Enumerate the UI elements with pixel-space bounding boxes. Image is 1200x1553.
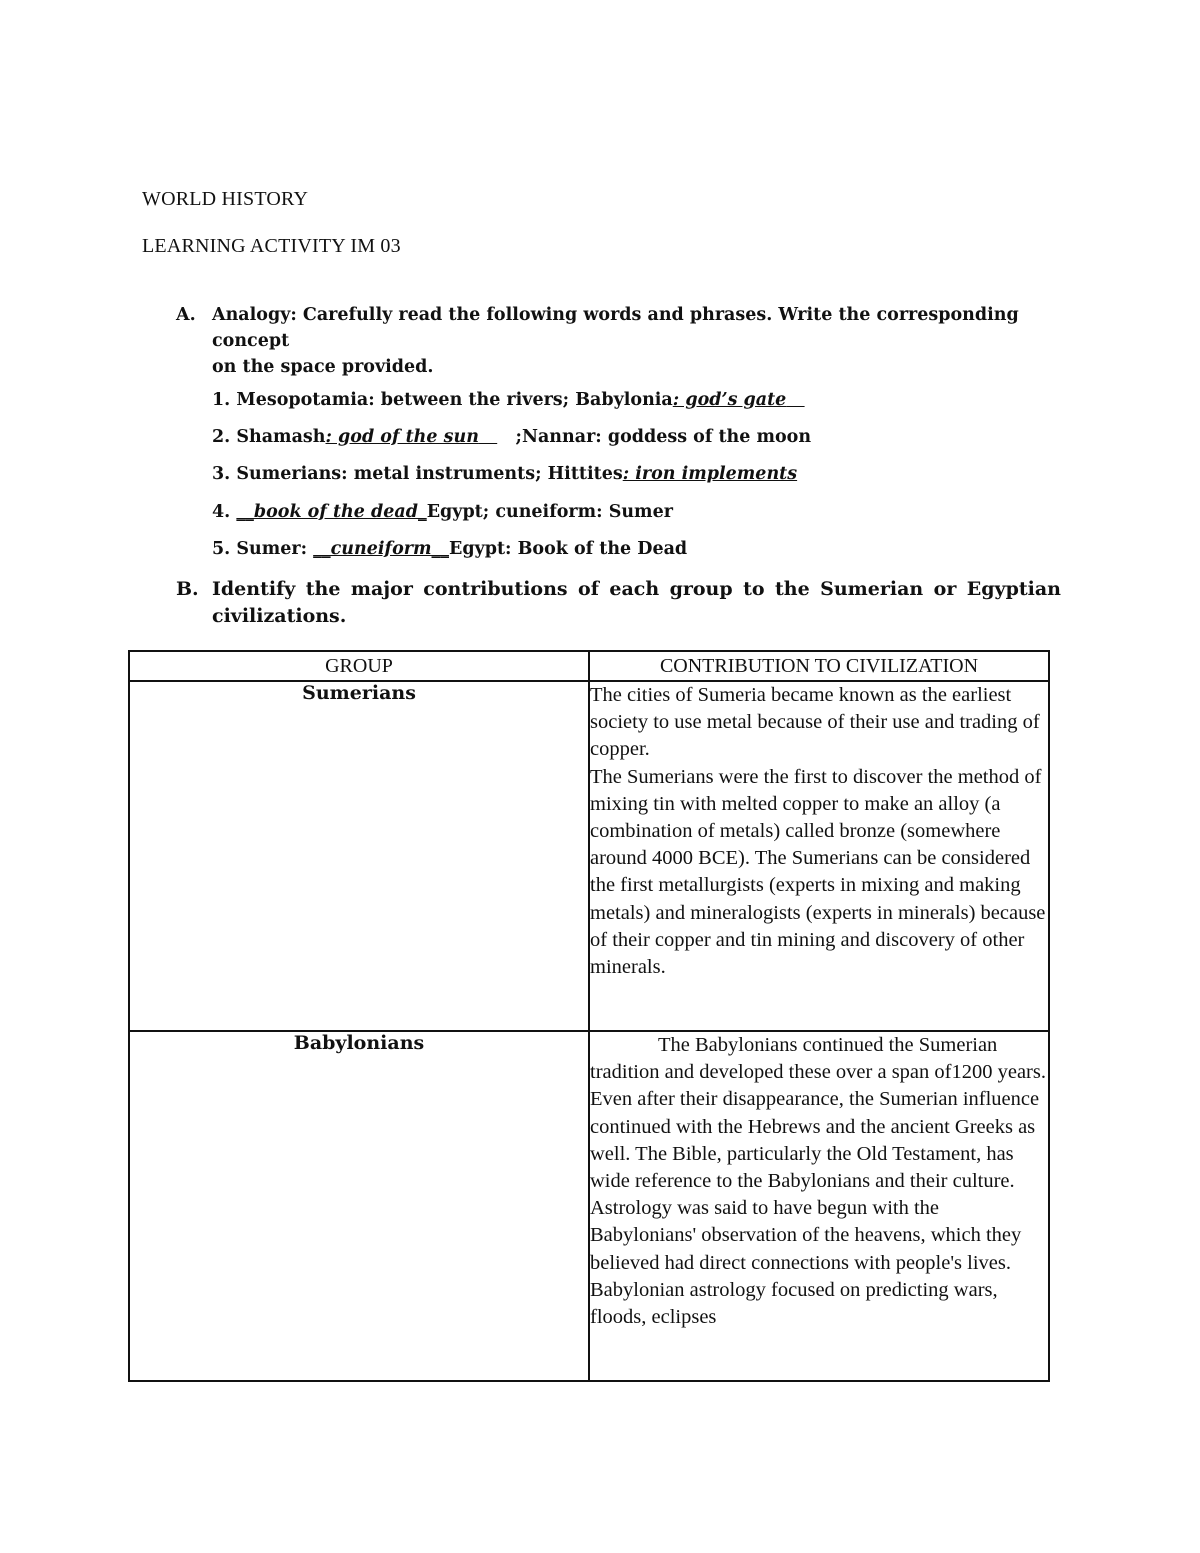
section-a-text	[212, 302, 1061, 380]
analogy-item-5-answer: __cuneiform	[313, 539, 432, 559]
analogy-item-5-blank: __	[431, 539, 449, 559]
analogy-item-5-rest: Egypt: Book of the Dead	[448, 539, 688, 559]
analogy-item-2-blank	[479, 427, 497, 447]
contribution-paragraph: Astrology was said to have begun with the Babylonians' observation of the heavens, which they believed had direct connections with people's lives. Babylonian astrology focused on predicting wars, floods, eclipses	[590, 1197, 1022, 1329]
contribution-paragraph: The Babylonians continued the Sumerian tradition and developed these over a span of1200 years. Even after their disappearance, the Sumerian influence continued with the Hebrews and the ancient Greeks as well. The Bible, particularly the Old Testament, has wide reference to the Babylonians and their culture.	[590, 1034, 1046, 1193]
section-a-letter: A.	[176, 305, 196, 325]
section-b-line-1: Identify the major contributions of each group to the Sumerian or Egyptian	[212, 578, 1061, 600]
analogy-item-4	[212, 502, 673, 522]
analogy-item-1	[212, 390, 805, 410]
analogy-item-2-prompt: 2. Shamash	[212, 427, 326, 447]
header-group: GROUP	[129, 651, 589, 681]
analogy-item-4-answer: __book of the dead_	[236, 502, 427, 522]
contribution-cell	[589, 681, 1049, 1031]
section-b-text	[212, 576, 1061, 630]
section-b-letter: B.	[176, 578, 199, 600]
contributions-table	[128, 650, 1050, 1382]
analogy-item-1-answer: : god’s gate	[672, 390, 787, 410]
analogy-item-2	[212, 427, 811, 447]
analogy-item-2-rest: ;Nannar: goddess of the moon	[515, 427, 812, 447]
analogy-item-3-prompt: 3. Sumerians: metal instruments; Hittites	[212, 464, 623, 484]
group-cell: Babylonians	[129, 1031, 589, 1381]
contribution-paragraph: The cities of Sumeria became known as the earliest society to use metal because of their use and trading of copper.	[590, 684, 1040, 761]
table-header-row	[129, 651, 1049, 681]
group-cell: Sumerians	[129, 681, 589, 1031]
document-title: WORLD HISTORY	[142, 188, 309, 210]
analogy-item-2-answer: : god of the sun	[325, 427, 479, 447]
table-row	[129, 1031, 1049, 1381]
analogy-item-4-rest: Egypt; cuneiform: Sumer	[426, 502, 673, 522]
analogy-item-5-prompt: 5. Sumer:	[212, 539, 314, 559]
analogy-item-4-prompt: 4.	[212, 502, 237, 522]
section-b-line-2: civilizations.	[212, 605, 347, 627]
analogy-item-1-prompt: 1. Mesopotamia: between the rivers; Babylonia	[212, 390, 673, 410]
analogy-item-3	[212, 464, 797, 484]
contribution-cell	[589, 1031, 1049, 1381]
header-contribution: CONTRIBUTION TO CIVILIZATION	[589, 651, 1049, 681]
section-a-line-2: on the space provided.	[212, 357, 434, 377]
analogy-item-1-blank	[786, 390, 804, 410]
contribution-paragraph: The Sumerians were the first to discover the method of mixing tin with melted copper to make an alloy (a combination of metals) called bronze (somewhere around 4000 BCE). The Sumerians can be considered the first metallurgists (experts in mixing and making metals) and mineralogists (experts in minerals) because of their copper and tin mining and discovery of other minerals.	[590, 765, 1046, 979]
document-subtitle: LEARNING ACTIVITY IM 03	[142, 235, 401, 257]
section-a-line-1: Analogy: Carefully read the following words and phrases. Write the corresponding concept	[212, 305, 1019, 351]
analogy-item-3-answer: : iron implements	[622, 464, 798, 484]
table-row	[129, 681, 1049, 1031]
analogy-item-5	[212, 539, 687, 559]
